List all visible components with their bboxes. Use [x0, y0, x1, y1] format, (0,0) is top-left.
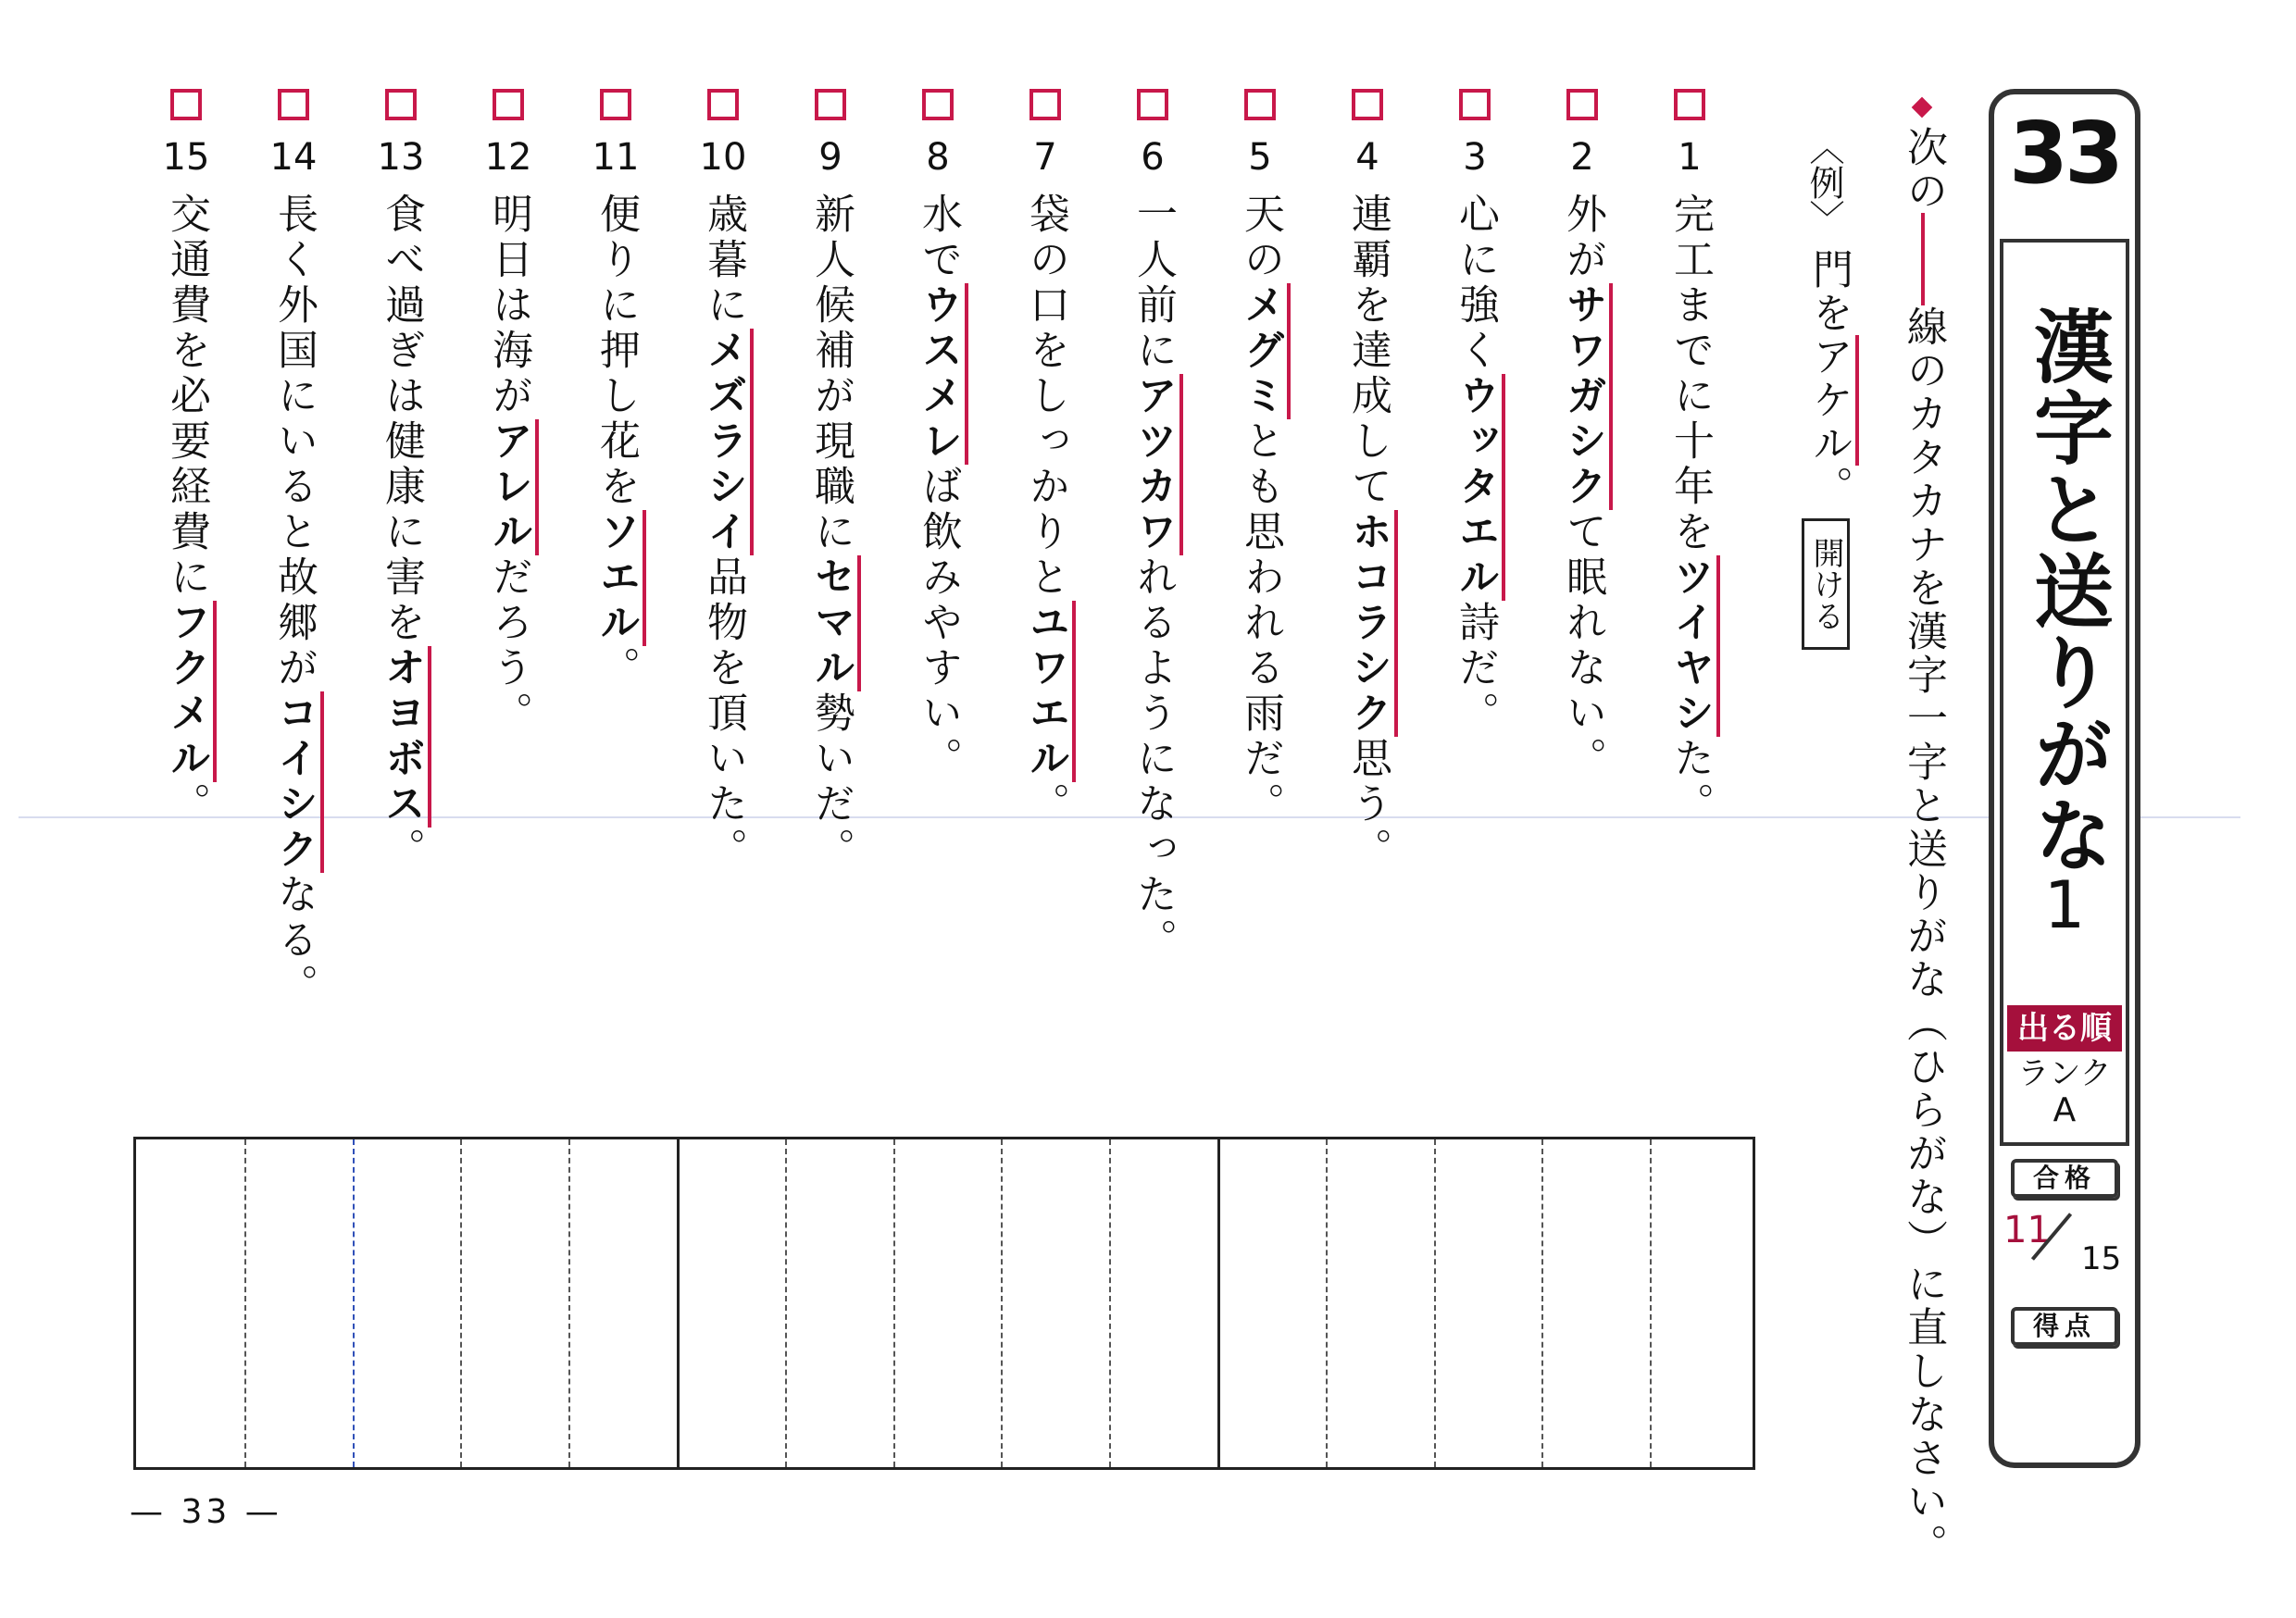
example-answer: 開ける — [1802, 518, 1850, 650]
question-text — [1666, 193, 1713, 828]
example-post: 。 — [1805, 466, 1853, 509]
question-text — [378, 193, 424, 873]
question-kana: メグミ — [1237, 283, 1291, 419]
answer-column-divider — [460, 1139, 462, 1467]
checkbox[interactable] — [600, 89, 631, 120]
answer-column-divider — [244, 1139, 246, 1467]
question-pre: 完工までに十年を — [1666, 193, 1714, 555]
question-number: 11 — [592, 136, 640, 179]
question-text — [163, 193, 209, 828]
question-number: 14 — [269, 136, 318, 179]
pass-total: 15 — [2081, 1240, 2122, 1277]
question-kana: オヨボス — [378, 646, 431, 828]
question-kana: ユワエル — [1022, 601, 1076, 782]
question-pre: 明日は海が — [485, 193, 532, 419]
answer-column-divider — [1326, 1139, 1328, 1467]
section-number: 33 — [2008, 104, 2121, 203]
question-number: 7 — [1033, 136, 1057, 179]
question-post: 思う。 — [1344, 737, 1391, 873]
answer-column-divider — [1109, 1139, 1111, 1467]
question-pre: 心に強く — [1452, 193, 1499, 374]
question-kana: アツカワ — [1129, 374, 1183, 555]
question-kana: ホコラシク — [1344, 510, 1398, 737]
question-text — [1344, 193, 1391, 873]
question-number: 13 — [377, 136, 425, 179]
checkbox[interactable] — [170, 89, 202, 120]
example-label: 〈例〉 — [1803, 130, 1844, 235]
question-text — [1452, 193, 1498, 737]
instruction — [1900, 126, 1946, 1567]
question-kana: セマル — [807, 555, 861, 691]
checkbox[interactable] — [1244, 89, 1276, 120]
question-number: 8 — [926, 136, 950, 179]
question-number: 12 — [484, 136, 532, 179]
question-number: 9 — [818, 136, 842, 179]
checkbox[interactable] — [1352, 89, 1383, 120]
question-number: 2 — [1570, 136, 1594, 179]
score-label: 得点 — [2011, 1307, 2118, 1346]
question-text — [485, 193, 531, 737]
example-pre: 門を — [1805, 248, 1853, 335]
question-kana: ツイヤシ — [1666, 555, 1720, 737]
answer-column-divider — [785, 1139, 787, 1467]
question-pre: 長く外国にいると故郷が — [270, 193, 318, 691]
checkbox[interactable] — [707, 89, 739, 120]
question-kana: サワガシク — [1559, 283, 1613, 510]
question-post: 。 — [163, 782, 210, 828]
question-post: とも思われる雨だ。 — [1237, 419, 1284, 828]
question-number: 6 — [1141, 136, 1165, 179]
answer-column-divider — [1001, 1139, 1003, 1467]
question-text — [1022, 193, 1068, 828]
answer-column-divider — [568, 1139, 570, 1467]
question-pre: 連覇を達成して — [1344, 193, 1391, 510]
pass-score: 11 — [2003, 1209, 2051, 1251]
page-number: — 33 — — [130, 1493, 282, 1531]
checkbox[interactable] — [278, 89, 309, 120]
question-kana: メズラシイ — [700, 329, 754, 555]
checkbox[interactable] — [1459, 89, 1491, 120]
question-text — [915, 193, 961, 782]
question-post: なる。 — [270, 873, 318, 1009]
question-text — [270, 193, 317, 1009]
question-pre: 新人候補が現職に — [807, 193, 855, 555]
question-post: 。 — [1022, 782, 1069, 828]
rank-value: A — [2053, 1091, 2077, 1129]
answer-column-divider — [1434, 1139, 1436, 1467]
question-number: 1 — [1678, 136, 1702, 179]
question-text — [593, 193, 639, 691]
section-title: 漢字と送りがな — [2020, 305, 2113, 876]
question-pre: 便りに押し花を — [593, 193, 640, 510]
question-text — [807, 193, 854, 873]
question-post: 詩だ。 — [1452, 601, 1499, 737]
example-text — [1805, 248, 1852, 509]
checkbox[interactable] — [493, 89, 524, 120]
question-text — [1129, 193, 1176, 964]
checkbox[interactable] — [385, 89, 417, 120]
checkbox[interactable] — [815, 89, 846, 120]
checkbox[interactable] — [1674, 89, 1705, 120]
checkbox[interactable] — [1566, 89, 1598, 120]
question-pre: 袋の口をしっかりと — [1022, 193, 1069, 601]
rank-badge: 出る順 — [2007, 1005, 2122, 1052]
question-number: 10 — [699, 136, 747, 179]
instruction-before: 次の — [1900, 126, 1947, 213]
answer-grid[interactable] — [133, 1137, 1755, 1470]
question-kana: アレル — [485, 419, 539, 555]
question-post: 勢いだ。 — [807, 691, 855, 873]
question-post: 。 — [593, 646, 640, 691]
checkbox[interactable] — [922, 89, 954, 120]
question-kana: ウッタエル — [1452, 374, 1505, 601]
question-kana: ソエル — [593, 510, 646, 646]
question-pre: 食べ過ぎは健康に害を — [378, 193, 425, 646]
example-kana: アケル — [1805, 335, 1859, 466]
diamond-bullet-icon — [1912, 97, 1933, 118]
answer-column-divider — [1217, 1139, 1220, 1467]
question-post: ば飲みやすい。 — [915, 465, 962, 782]
question-pre: 歳暮に — [700, 193, 747, 329]
question-kana: コイシク — [270, 691, 324, 873]
question-post: 。 — [378, 828, 425, 873]
question-post: れるようになった。 — [1129, 555, 1177, 964]
question-pre: 水で — [915, 193, 962, 283]
answer-column-divider — [1650, 1139, 1652, 1467]
question-pre: 外が — [1559, 193, 1606, 283]
question-post: た。 — [1666, 737, 1714, 828]
question-post: 品物を頂いた。 — [700, 555, 747, 873]
question-post: て眠れない。 — [1559, 510, 1606, 782]
checkbox[interactable] — [1137, 89, 1168, 120]
rank-label: ランク — [2017, 1055, 2112, 1092]
answer-column-divider — [677, 1139, 680, 1467]
pass-label: 合格 — [2011, 1159, 2118, 1198]
checkbox[interactable] — [1029, 89, 1061, 120]
instruction-after: 線のカタカナを漢字一字と送りがな（ひらがな）に直しなさい。 — [1900, 305, 1947, 1567]
question-text — [700, 193, 746, 873]
answer-column-divider — [353, 1139, 355, 1467]
question-number: 3 — [1463, 136, 1487, 179]
question-text — [1559, 193, 1605, 782]
question-number: 5 — [1248, 136, 1272, 179]
answer-column-divider — [1541, 1139, 1543, 1467]
question-number: 15 — [162, 136, 210, 179]
question-post: だろう。 — [485, 555, 532, 737]
question-number: 4 — [1355, 136, 1379, 179]
question-text — [1237, 193, 1283, 828]
answer-column-divider — [893, 1139, 895, 1467]
section-title-number: 1 — [2043, 867, 2086, 943]
question-pre: 天の — [1237, 193, 1284, 283]
question-kana: ウスメレ — [915, 283, 968, 465]
question-kana: フクメル — [163, 601, 217, 782]
question-pre: 交通費を必要経費に — [163, 193, 210, 601]
question-pre: 一人前に — [1129, 193, 1177, 374]
underline-sample — [1921, 213, 1925, 305]
